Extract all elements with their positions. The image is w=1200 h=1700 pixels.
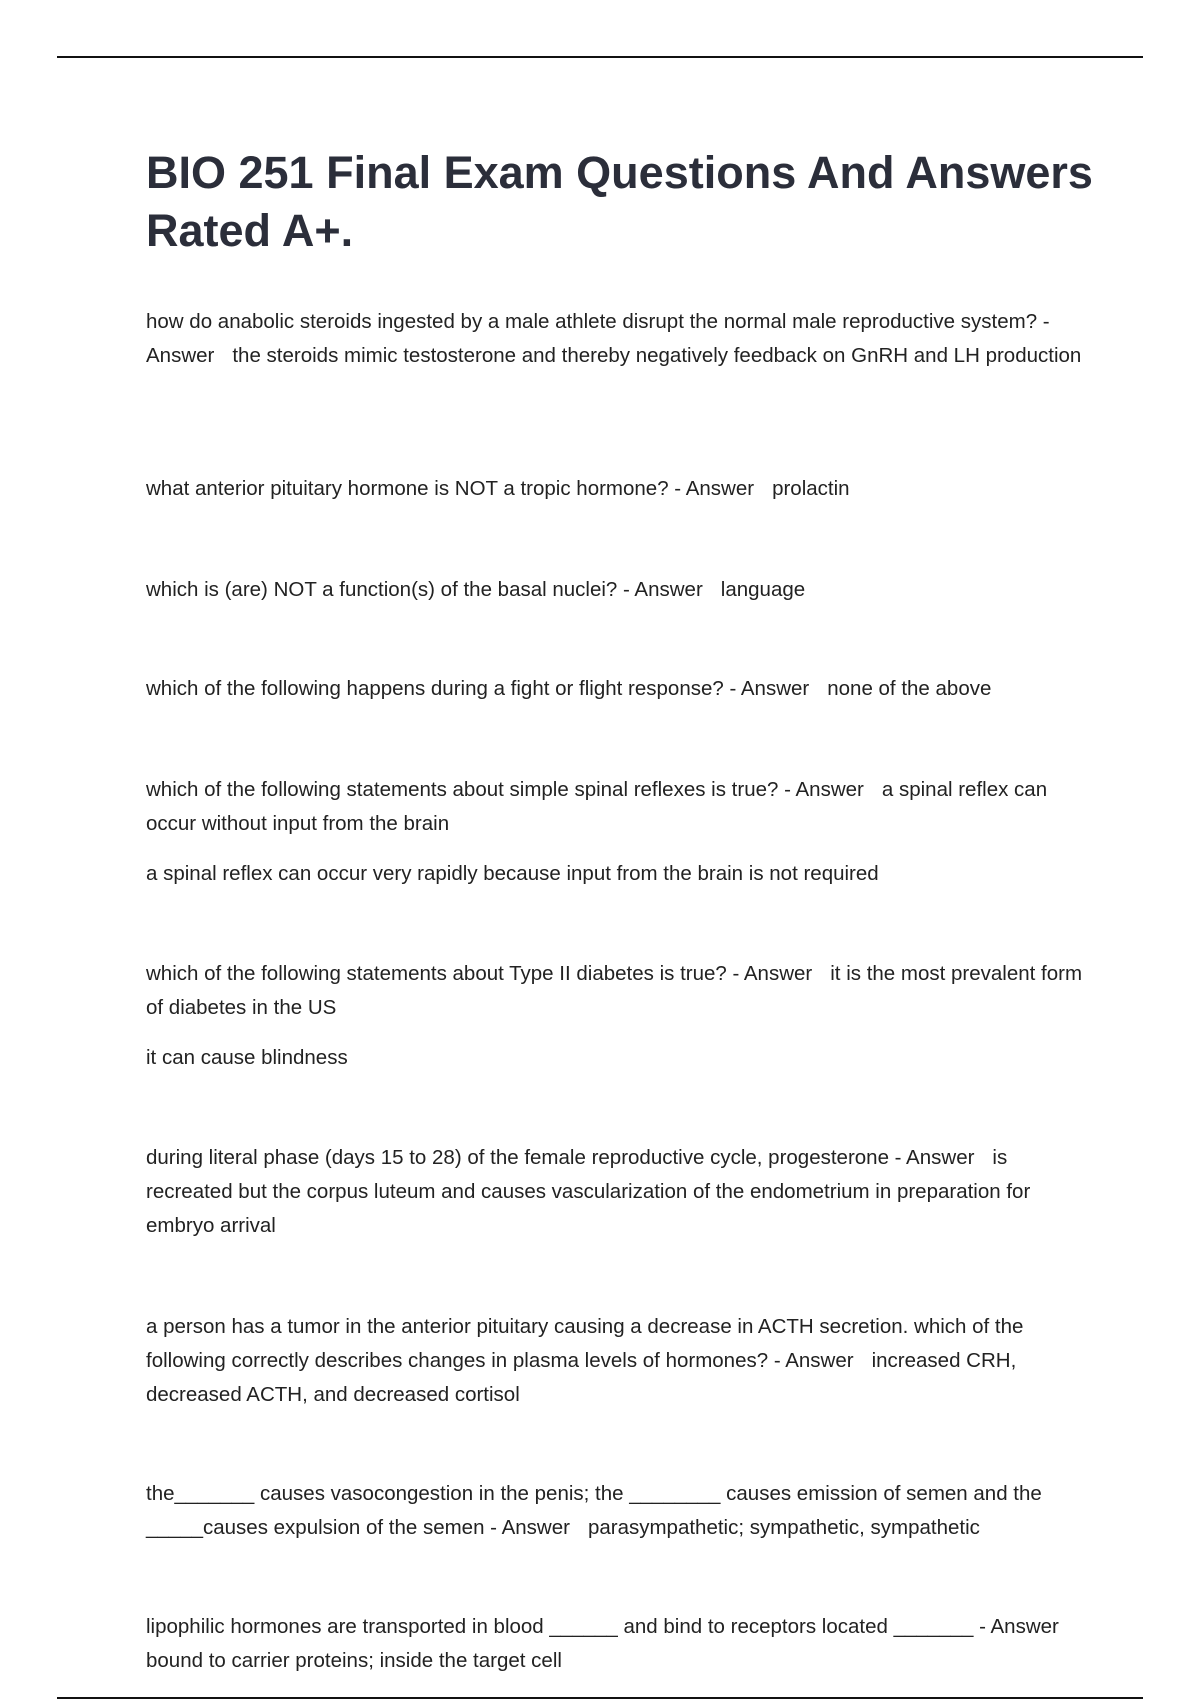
question-text: during literal phase (days 15 to 28) of the female reproductive cycle, progesterone - Answer — [146, 1146, 975, 1169]
question-text: which of the following statements about Type II diabetes is true? - Answer — [146, 962, 813, 985]
qa-text — [146, 305, 1096, 373]
answer-text: increased CRH, decreased ACTH, and decreased cortisol — [146, 1349, 1017, 1406]
question-text: the_______ causes vasocongestion in the penis; the ________ causes emission of semen and the _____causes expulsion of the semen - Answer — [146, 1482, 1042, 1539]
top-divider — [57, 56, 1143, 58]
question-text: how do anabolic steroids ingested by a male athlete disrupt the normal male reproductive system? - Answer — [146, 310, 1050, 367]
answer-text: language — [720, 578, 806, 601]
question-text: which of the following statements about simple spinal reflexes is true? - Answer — [146, 778, 864, 801]
answer-text: the steroids mimic testosterone and thereby negatively feedback on GnRH and LH production — [232, 344, 1082, 367]
qa-item — [146, 773, 1096, 891]
answer-text: is recreated but the corpus luteum and causes vascularization of the endometrium in preparation for embryo arrival — [146, 1146, 1031, 1237]
qa-text — [146, 472, 1096, 506]
answer-text: prolactin — [772, 477, 850, 500]
answer-text: a spinal reflex can occur without input from the brain — [146, 778, 1048, 835]
qa-text — [146, 1141, 1096, 1243]
document-title: BIO 251 Final Exam Questions And Answers Rated A+. — [146, 147, 1093, 256]
qa-text — [146, 1610, 1096, 1678]
qa-text — [146, 573, 1096, 607]
question-text: what anterior pituitary hormone is NOT a tropic hormone? - Answer — [146, 477, 755, 500]
answer-text: it is the most prevalent form of diabetes in the US — [146, 962, 1083, 1019]
question-text: which of the following happens during a fight or flight response? - Answer — [146, 677, 810, 700]
qa-item — [146, 1310, 1096, 1412]
qa-text — [146, 1477, 1096, 1545]
question-text: which is (are) NOT a function(s) of the basal nuclei? - Answer — [146, 578, 703, 601]
qa-item — [146, 472, 1096, 506]
qa-item — [146, 573, 1096, 607]
qa-item — [146, 672, 1096, 706]
qa-item — [146, 1477, 1096, 1545]
qa-text — [146, 957, 1096, 1025]
answer-extra: it can cause blindness — [146, 1046, 348, 1069]
qa-item — [146, 1610, 1096, 1678]
qa-item — [146, 957, 1096, 1075]
answer-text: parasympathetic; sympathetic, sympathetic — [587, 1516, 980, 1539]
answer-text: bound to carrier proteins; inside the target cell — [146, 1649, 562, 1672]
question-text: a person has a tumor in the anterior pituitary causing a decrease in ACTH secretion. which of the following correctly describes changes in plasma levels of hormones? - Answer — [146, 1315, 1024, 1372]
qa-text — [146, 672, 1096, 706]
qa-item — [146, 305, 1096, 373]
question-text: lipophilic hormones are transported in blood ______ and bind to receptors located _______ - Answer — [146, 1615, 1059, 1638]
qa-text — [146, 773, 1096, 841]
answer-text: none of the above — [827, 677, 992, 700]
qa-text — [146, 1310, 1096, 1412]
answer-extra: a spinal reflex can occur very rapidly because input from the brain is not required — [146, 862, 879, 885]
bottom-divider — [57, 1697, 1143, 1699]
qa-item — [146, 1141, 1096, 1243]
